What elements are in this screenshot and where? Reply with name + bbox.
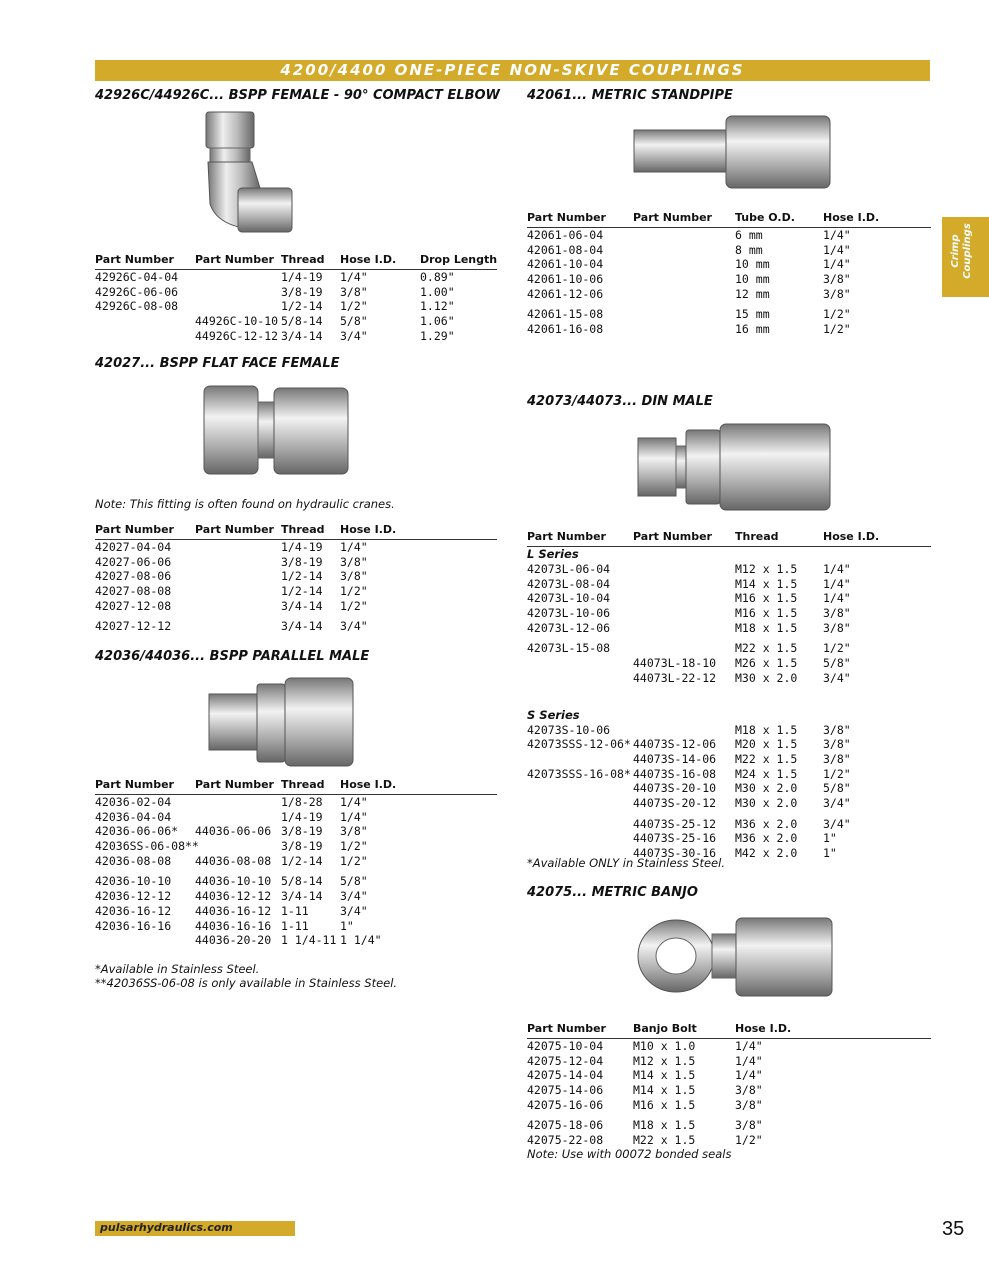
- table-cell: M30 x 2.0: [735, 670, 798, 685]
- table-cell: 42075-14-04: [527, 1068, 604, 1083]
- table-cell: M20 x 1.5: [735, 737, 798, 752]
- col-tube-od: Tube O.D.: [735, 211, 795, 224]
- table-row: [95, 904, 497, 919]
- table-cell: 1/4": [823, 591, 851, 606]
- table-cell: 42061-16-08: [527, 322, 604, 337]
- table-cell: 1.06": [420, 314, 455, 329]
- table-cell: 3/4": [823, 816, 851, 831]
- table-cell: 1/2": [340, 839, 368, 854]
- table-cell: 1": [340, 918, 354, 933]
- table-row: [527, 641, 931, 656]
- table-cell: 0.89": [420, 270, 455, 284]
- table-cell: 42036SS-06-08**: [95, 839, 199, 854]
- table-cell: 44073S-25-12: [633, 816, 717, 831]
- table-header: [527, 1022, 931, 1039]
- table-row: [95, 824, 497, 839]
- table-cell: 3/4-14: [281, 619, 323, 634]
- table-42073: [527, 530, 931, 861]
- table-cell: 3/8-19: [281, 824, 323, 839]
- table-row: [527, 621, 931, 636]
- col-part-number-2: Part Number: [195, 253, 274, 266]
- col-part-number-2: Part Number: [195, 778, 274, 791]
- table-row: [95, 933, 497, 948]
- note-42073: *Available ONLY in Stainless Steel.: [527, 856, 725, 870]
- table-row: [527, 322, 931, 337]
- table-cell: 1/2-14: [281, 853, 323, 868]
- table-cell: 44036-10-10: [195, 874, 272, 889]
- table-cell: 42036-08-08: [95, 853, 172, 868]
- table-cell: 44036-08-08: [195, 853, 272, 868]
- l-series-label: L Series: [527, 547, 579, 561]
- table-row: [527, 1054, 931, 1069]
- table-cell: 42027-08-08: [95, 584, 172, 599]
- table-row: [95, 569, 497, 584]
- table-row: [527, 243, 931, 258]
- table-cell: 42073S-10-06: [527, 722, 611, 737]
- table-cell: 42073L-12-06: [527, 620, 611, 635]
- table-row: [95, 889, 497, 904]
- table-cell: 1": [823, 831, 837, 846]
- table-body: [527, 1039, 931, 1148]
- table-body: [95, 795, 497, 948]
- table-row: [95, 540, 497, 555]
- section-title-42027: 42027... BSPP FLAT FACE FEMALE: [95, 356, 340, 371]
- table-cell: 42036-10-10: [95, 874, 172, 889]
- col-thread: Thread: [281, 253, 325, 266]
- side-tab-label: [950, 211, 974, 291]
- table-cell: 3/8": [735, 1118, 763, 1133]
- table-cell: 42061-10-06: [527, 272, 604, 287]
- table-cell: 1/4": [823, 257, 851, 272]
- table-cell: 1/4": [340, 540, 368, 554]
- table-row: [527, 817, 931, 832]
- table-cell: 1.29": [420, 328, 455, 343]
- table-cell: M36 x 2.0: [735, 831, 798, 846]
- table-cell: 1/4": [823, 228, 851, 242]
- table-header: [527, 530, 931, 547]
- table-42061: [527, 211, 931, 337]
- table-cell: M36 x 2.0: [735, 816, 798, 831]
- section-title-42061: 42061... METRIC STANDPIPE: [527, 88, 733, 103]
- table-cell: M22 x 1.5: [633, 1133, 696, 1148]
- table-header: [95, 778, 497, 795]
- din-male-image: [636, 422, 832, 512]
- table-cell: 3/8": [823, 286, 851, 301]
- table-cell: 1/4": [340, 809, 368, 824]
- table-cell: 42061-12-06: [527, 286, 604, 301]
- table-cell: 42926C-08-08: [95, 299, 179, 314]
- table-row: [527, 591, 931, 606]
- table-cell: M18 x 1.5: [633, 1118, 696, 1133]
- table-cell: 1/4": [823, 242, 851, 257]
- table-cell: M14 x 1.5: [735, 576, 798, 591]
- table-row: [95, 619, 497, 634]
- table-cell: 1/4": [340, 270, 368, 284]
- table-row: [95, 810, 497, 825]
- table-body: [527, 228, 931, 337]
- table-row: [95, 555, 497, 570]
- table-cell: 1/2-14: [281, 569, 323, 584]
- table-cell: 42036-12-12: [95, 889, 172, 904]
- table-cell: 44036-06-06: [195, 824, 272, 839]
- table-cell: 42061-10-04: [527, 257, 604, 272]
- table-row: [527, 767, 931, 782]
- table-cell: 1/4": [735, 1053, 763, 1068]
- col-hose-id: Hose I.D.: [340, 253, 397, 266]
- table-cell: 3/8": [340, 284, 368, 299]
- note-42036-2: **42036SS-06-08 is only available in Stainless Steel.: [95, 976, 398, 990]
- table-cell: 1/2": [823, 322, 851, 337]
- table-cell: 42926C-04-04: [95, 270, 179, 284]
- table-cell: 3/8": [823, 606, 851, 621]
- col-thread: Thread: [281, 523, 325, 536]
- table-cell: 1.12": [420, 299, 455, 314]
- table-row: [527, 1133, 931, 1148]
- col-part-number: Part Number: [527, 530, 606, 543]
- table-cell: 1 1/4-11: [281, 933, 337, 948]
- table-cell: M16 x 1.5: [633, 1097, 696, 1112]
- table-cell: 44036-16-12: [195, 903, 272, 918]
- table-cell: 42061-15-08: [527, 307, 604, 322]
- table-cell: 44036-12-12: [195, 889, 272, 904]
- table-cell: 5/8-14: [281, 874, 323, 889]
- table-cell: 3/8": [340, 569, 368, 584]
- table-row: [95, 839, 497, 854]
- side-tab-line2: Couplings: [962, 223, 973, 279]
- table-cell: 42027-06-06: [95, 554, 172, 569]
- table-cell: 3/8": [340, 554, 368, 569]
- table-cell: M42 x 2.0: [735, 846, 798, 860]
- table-cell: 42036-04-04: [95, 809, 172, 824]
- table-cell: M12 x 1.5: [633, 1053, 696, 1068]
- table-cell: 44073S-25-16: [633, 831, 717, 846]
- col-hose-id: Hose I.D.: [340, 523, 397, 536]
- table-cell: 44926C-12-12: [195, 328, 279, 343]
- table-cell: 42075-10-04: [527, 1039, 604, 1053]
- table-cell: 42027-08-06: [95, 569, 172, 584]
- section-title-42036: 42036/44036... BSPP PARALLEL MALE: [95, 649, 370, 664]
- note-42027: Note: This fitting is often found on hydraulic cranes.: [95, 497, 395, 511]
- table-cell: 44073S-14-06: [633, 751, 717, 766]
- table-cell: 1/2": [340, 584, 368, 599]
- table-cell: M24 x 1.5: [735, 766, 798, 781]
- table-cell: 1/4": [823, 562, 851, 576]
- table-cell: 5/8": [340, 314, 368, 329]
- table-row: [527, 781, 931, 796]
- table-cell: 3/8": [823, 751, 851, 766]
- table-row: [527, 287, 931, 302]
- table-cell: M30 x 2.0: [735, 795, 798, 810]
- table-row: [527, 1039, 931, 1054]
- table-cell: 1/2": [823, 641, 851, 656]
- table-cell: 3/4-14: [281, 889, 323, 904]
- table-row: [527, 257, 931, 272]
- table-body-s-series: [527, 723, 931, 861]
- table-cell: 1.00": [420, 284, 455, 299]
- table-cell: 42073L-06-04: [527, 562, 611, 576]
- table-header: [95, 523, 497, 540]
- table-body-l-series: [527, 562, 931, 686]
- table-cell: 42075-16-06: [527, 1097, 604, 1112]
- table-row: [95, 314, 497, 329]
- table-cell: 44926C-10-10: [195, 314, 279, 329]
- table-cell: 1/2": [735, 1133, 763, 1148]
- table-cell: 3/4": [823, 670, 851, 685]
- table-row: [95, 795, 497, 810]
- table-cell: 42073SSS-12-06*: [527, 737, 631, 752]
- parallel-male-image: [205, 672, 355, 772]
- table-cell: M22 x 1.5: [735, 751, 798, 766]
- table-cell: 3/8-19: [281, 284, 323, 299]
- table-cell: 5/8": [823, 656, 851, 671]
- table-cell: 1/2": [340, 598, 368, 613]
- table-row: [95, 329, 497, 344]
- table-row: [95, 919, 497, 934]
- col-part-number-2: Part Number: [633, 211, 712, 224]
- table-cell: 1/2": [823, 307, 851, 322]
- table-cell: 3/4": [340, 889, 368, 904]
- table-cell: 5/8": [823, 781, 851, 796]
- table-row: [527, 723, 931, 738]
- table-cell: 10 mm: [735, 272, 770, 287]
- table-cell: 3/4": [340, 328, 368, 343]
- table-cell: 44073S-12-06: [633, 737, 717, 752]
- col-hose-id: Hose I.D.: [823, 530, 880, 543]
- table-cell: 1/2-14: [281, 299, 323, 314]
- table-cell: 42073L-15-08: [527, 641, 611, 656]
- table-cell: M30 x 2.0: [735, 781, 798, 796]
- table-cell: 3/8": [735, 1097, 763, 1112]
- table-cell: 42075-12-04: [527, 1053, 604, 1068]
- table-row: [95, 599, 497, 614]
- table-cell: 3/4-14: [281, 598, 323, 613]
- table-row: [95, 285, 497, 300]
- table-cell: 42075-22-08: [527, 1133, 604, 1148]
- table-row: [527, 606, 931, 621]
- table-cell: 1": [823, 846, 837, 860]
- table-cell: 1/4": [823, 576, 851, 591]
- table-cell: M16 x 1.5: [735, 606, 798, 621]
- table-row: [527, 1098, 931, 1113]
- table-42027: [95, 523, 497, 634]
- table-cell: 42073SSS-16-08*: [527, 766, 631, 781]
- side-tab-line1: Crimp: [950, 234, 961, 268]
- table-cell: 42036-16-16: [95, 918, 172, 933]
- table-cell: M10 x 1.0: [633, 1039, 696, 1053]
- table-cell: 42027-04-04: [95, 540, 172, 554]
- table-cell: 44073L-22-12: [633, 670, 717, 685]
- table-cell: 12 mm: [735, 286, 770, 301]
- table-cell: 6 mm: [735, 228, 763, 242]
- table-row: [527, 562, 931, 577]
- table-cell: 1 1/4": [340, 933, 382, 948]
- table-row: [95, 299, 497, 314]
- table-cell: 3/8": [823, 272, 851, 287]
- col-part-number-2: Part Number: [633, 530, 712, 543]
- section-title-42926: 42926C/44926C... BSPP FEMALE - 90° COMPACT ELBOW: [95, 88, 500, 103]
- table-cell: 44073S-30-16: [633, 846, 717, 860]
- col-thread: Thread: [281, 778, 325, 791]
- table-cell: 42027-12-08: [95, 598, 172, 613]
- table-row: [95, 270, 497, 285]
- table-cell: 42075-18-06: [527, 1118, 604, 1133]
- table-cell: 3/8-19: [281, 554, 323, 569]
- col-banjo-bolt: Banjo Bolt: [633, 1022, 697, 1035]
- table-row: [527, 831, 931, 846]
- s-series-label: S Series: [527, 707, 580, 722]
- flat-face-female-image: [200, 380, 350, 480]
- table-cell: 42073L-10-04: [527, 591, 611, 606]
- table-cell: 44073L-18-10: [633, 656, 717, 671]
- col-thread: Thread: [735, 530, 779, 543]
- table-row: [527, 656, 931, 671]
- table-cell: M22 x 1.5: [735, 641, 798, 656]
- table-cell: 3/4": [340, 619, 368, 634]
- table-cell: 3/4-14: [281, 328, 323, 343]
- table-cell: 15 mm: [735, 307, 770, 322]
- table-cell: 10 mm: [735, 257, 770, 272]
- table-header: [95, 253, 497, 270]
- table-42926: [95, 253, 497, 343]
- table-row: [95, 854, 497, 869]
- table-row: [527, 752, 931, 767]
- table-body: [95, 540, 497, 634]
- col-part-number: Part Number: [95, 523, 174, 536]
- table-cell: 42036-16-12: [95, 903, 172, 918]
- table-cell: 42036-02-04: [95, 795, 172, 809]
- table-cell: 3/8": [823, 722, 851, 737]
- header-banner: [95, 60, 930, 81]
- section-title-42073: 42073/44073... DIN MALE: [527, 394, 713, 409]
- table-cell: 3/8": [340, 824, 368, 839]
- table-cell: 1/4": [735, 1068, 763, 1083]
- table-cell: 1-11: [281, 903, 309, 918]
- table-row: [527, 671, 931, 686]
- table-cell: 1/2": [340, 299, 368, 314]
- table-cell: 42036-06-06*: [95, 824, 179, 839]
- table-cell: 1/4-19: [281, 540, 323, 554]
- table-cell: M16 x 1.5: [735, 591, 798, 606]
- table-cell: 42027-12-12: [95, 619, 172, 634]
- section-title-42075: 42075... METRIC BANJO: [527, 885, 698, 900]
- col-hose-id: Hose I.D.: [823, 211, 880, 224]
- table-cell: 3/8-19: [281, 839, 323, 854]
- footer-url-link[interactable]: pulsarhydraulics.com: [100, 1221, 233, 1234]
- table-cell: M26 x 1.5: [735, 656, 798, 671]
- table-cell: M14 x 1.5: [633, 1068, 696, 1083]
- note-42075: Note: Use with 00072 bonded seals: [527, 1147, 732, 1161]
- table-cell: 8 mm: [735, 242, 763, 257]
- table-cell: M14 x 1.5: [633, 1083, 696, 1098]
- table-cell: 3/4": [823, 795, 851, 810]
- table-cell: 3/8": [823, 737, 851, 752]
- table-body: [95, 270, 497, 343]
- table-cell: M18 x 1.5: [735, 620, 798, 635]
- table-header: [527, 211, 931, 228]
- table-cell: 3/8": [823, 620, 851, 635]
- table-cell: 44036-16-16: [195, 918, 272, 933]
- table-row: [527, 228, 931, 243]
- table-cell: 1/4-19: [281, 809, 323, 824]
- col-part-number: Part Number: [95, 253, 174, 266]
- compact-elbow-image: [198, 108, 294, 248]
- table-cell: 3/8": [735, 1083, 763, 1098]
- table-cell: M12 x 1.5: [735, 562, 798, 576]
- table-cell: 5/8-14: [281, 314, 323, 329]
- table-cell: 44073S-16-08: [633, 766, 717, 781]
- table-cell: M18 x 1.5: [735, 722, 798, 737]
- metric-standpipe-image: [632, 112, 832, 192]
- note-42036-1: *Available in Stainless Steel.: [95, 962, 260, 976]
- table-cell: 1/2": [340, 853, 368, 868]
- table-cell: 1-11: [281, 918, 309, 933]
- table-cell: 1/8-28: [281, 795, 323, 809]
- table-cell: 42073L-08-04: [527, 576, 611, 591]
- table-cell: 44073S-20-12: [633, 795, 717, 810]
- table-cell: 42075-14-06: [527, 1083, 604, 1098]
- table-cell: 5/8": [340, 874, 368, 889]
- table-row: [527, 1118, 931, 1133]
- table-row: [95, 584, 497, 599]
- table-cell: 1/4-19: [281, 270, 323, 284]
- table-cell: 44073S-20-10: [633, 781, 717, 796]
- table-cell: 42073L-10-06: [527, 606, 611, 621]
- col-part-number: Part Number: [95, 778, 174, 791]
- side-tab: [942, 217, 989, 297]
- table-row: [527, 272, 931, 287]
- table-cell: 42061-06-04: [527, 228, 604, 242]
- metric-banjo-image: [636, 908, 836, 1008]
- table-row: [527, 577, 931, 592]
- table-cell: 1/2": [823, 766, 851, 781]
- table-cell: 42061-08-04: [527, 242, 604, 257]
- col-part-number: Part Number: [527, 211, 606, 224]
- table-cell: 1/4": [735, 1039, 763, 1053]
- table-row: [95, 874, 497, 889]
- page-number: 35: [942, 1218, 965, 1240]
- banner-title: 4200/4400 ONE-PIECE NON-SKIVE COUPLINGS: [280, 61, 745, 79]
- table-cell: 44036-20-20: [195, 933, 272, 948]
- table-row: [527, 737, 931, 752]
- table-row: [527, 1068, 931, 1083]
- table-42075: [527, 1022, 931, 1148]
- table-cell: 42926C-06-06: [95, 284, 179, 299]
- col-drop-length: Drop Length: [420, 253, 498, 266]
- table-42036: [95, 778, 497, 948]
- table-row: [527, 307, 931, 322]
- table-row: [527, 1083, 931, 1098]
- table-cell: 3/4": [340, 903, 368, 918]
- table-row: [527, 796, 931, 811]
- table-cell: 1/4": [340, 795, 368, 809]
- table-cell: 1/2-14: [281, 584, 323, 599]
- table-cell: 16 mm: [735, 322, 770, 337]
- col-hose-id: Hose I.D.: [340, 778, 397, 791]
- col-hose-id: Hose I.D.: [735, 1022, 792, 1035]
- col-part-number-2: Part Number: [195, 523, 274, 536]
- col-part-number: Part Number: [527, 1022, 606, 1035]
